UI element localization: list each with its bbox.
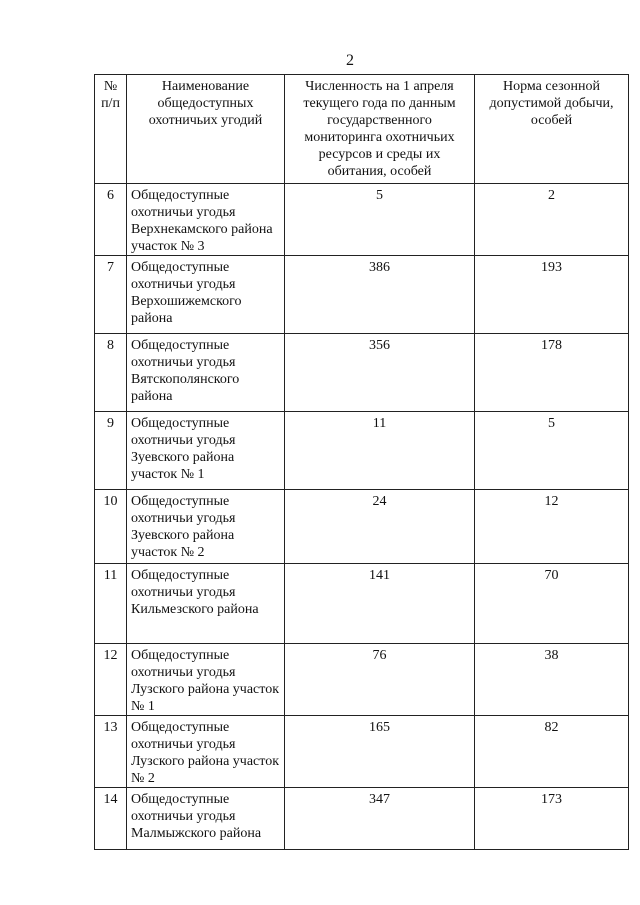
row-population: 76 bbox=[285, 644, 475, 716]
hunting-grounds-table bbox=[94, 74, 629, 850]
table-row bbox=[95, 334, 629, 412]
row-name: Общедоступные охотничьи угодья Зуевского района участок № 2 bbox=[127, 490, 285, 564]
row-name: Общедоступные охотничьи угодья Верхошижемского района bbox=[127, 256, 285, 334]
table-row bbox=[95, 564, 629, 644]
table-row bbox=[95, 644, 629, 716]
table-body bbox=[95, 184, 629, 850]
row-num: 8 bbox=[95, 334, 127, 412]
page-number: 2 bbox=[346, 52, 354, 69]
table-header-row bbox=[95, 75, 629, 184]
row-population: 11 bbox=[285, 412, 475, 490]
header-population: Численность на 1 апреля текущего года по данным государственного мониторинга охотничьих ресурсов и среды их обитания, особей bbox=[285, 75, 475, 184]
row-population: 356 bbox=[285, 334, 475, 412]
row-quota: 2 bbox=[475, 184, 629, 256]
row-quota: 82 bbox=[475, 716, 629, 788]
row-num: 6 bbox=[95, 184, 127, 256]
row-quota: 12 bbox=[475, 490, 629, 564]
row-num: 10 bbox=[95, 490, 127, 564]
row-num: 14 bbox=[95, 788, 127, 850]
row-num: 13 bbox=[95, 716, 127, 788]
header-name: Наименование общедоступных охотничьих угодий bbox=[127, 75, 285, 184]
row-quota: 193 bbox=[475, 256, 629, 334]
row-quota: 38 bbox=[475, 644, 629, 716]
table-row bbox=[95, 716, 629, 788]
table-row bbox=[95, 256, 629, 334]
row-name: Общедоступные охотничьи угодья Малмыжского района bbox=[127, 788, 285, 850]
table-row bbox=[95, 184, 629, 256]
row-population: 386 bbox=[285, 256, 475, 334]
row-num: 11 bbox=[95, 564, 127, 644]
header-quota: Норма сезонной допустимой добычи, особей bbox=[475, 75, 629, 184]
row-population: 24 bbox=[285, 490, 475, 564]
row-quota: 173 bbox=[475, 788, 629, 850]
row-name: Общедоступные охотничьи угодья Верхнекамского района участок № 3 bbox=[127, 184, 285, 256]
row-name: Общедоступные охотничьи угодья Лузского района участок № 2 bbox=[127, 716, 285, 788]
row-population: 347 bbox=[285, 788, 475, 850]
row-quota: 5 bbox=[475, 412, 629, 490]
table-row bbox=[95, 788, 629, 850]
row-population: 5 bbox=[285, 184, 475, 256]
table-row bbox=[95, 490, 629, 564]
row-population: 165 bbox=[285, 716, 475, 788]
row-name: Общедоступные охотничьи угодья Кильмезского района bbox=[127, 564, 285, 644]
header-num: № п/п bbox=[95, 75, 127, 184]
table-row bbox=[95, 412, 629, 490]
row-quota: 70 bbox=[475, 564, 629, 644]
row-name: Общедоступные охотничьи угодья Зуевского района участок № 1 bbox=[127, 412, 285, 490]
row-num: 12 bbox=[95, 644, 127, 716]
row-name: Общедоступные охотничьи угодья Вятскополянского района bbox=[127, 334, 285, 412]
row-quota: 178 bbox=[475, 334, 629, 412]
row-num: 9 bbox=[95, 412, 127, 490]
row-population: 141 bbox=[285, 564, 475, 644]
row-num: 7 bbox=[95, 256, 127, 334]
row-name: Общедоступные охотничьи угодья Лузского района участок № 1 bbox=[127, 644, 285, 716]
